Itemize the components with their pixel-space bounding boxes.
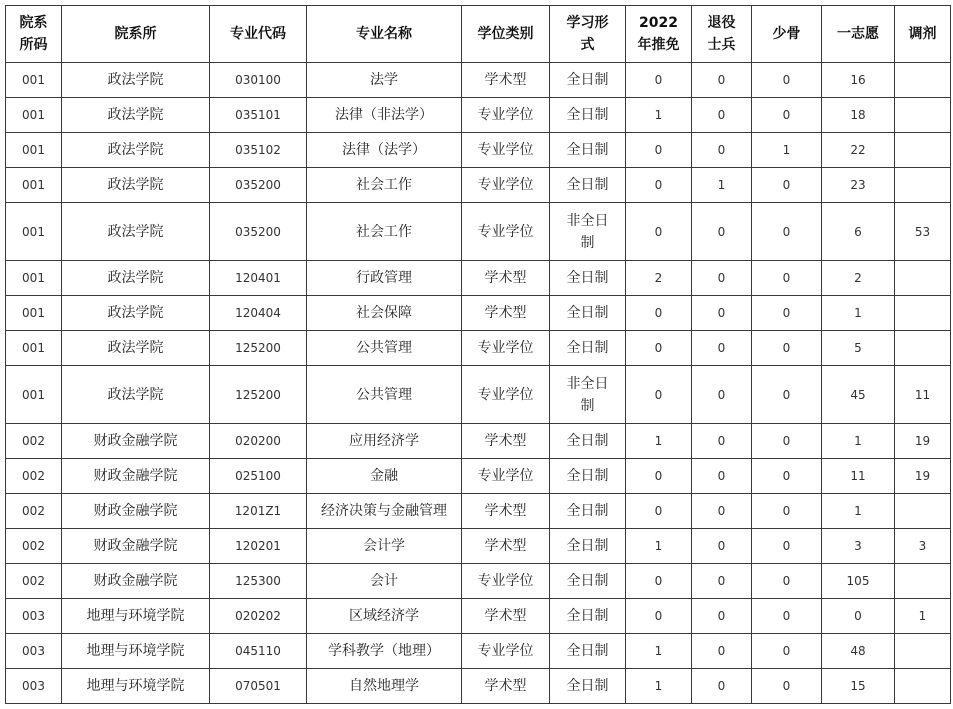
cell-degree-type: 学术型 [462, 63, 550, 98]
cell-major-code: 045110 [210, 634, 307, 669]
cell-recommended: 0 [626, 459, 692, 494]
cell-adjust [895, 296, 951, 331]
header-major-name: 专业名称 [307, 6, 462, 63]
cell-backbone: 0 [752, 669, 822, 704]
table-row [6, 459, 951, 494]
cell-major-name: 社会保障 [307, 296, 462, 331]
cell-study-mode: 全日制 [550, 494, 626, 529]
header-major-code: 专业代码 [210, 6, 307, 63]
cell-veterans: 0 [692, 296, 752, 331]
cell-backbone: 0 [752, 494, 822, 529]
table-row [6, 564, 951, 599]
cell-major-name: 公共管理 [307, 366, 462, 424]
cell-first-choice: 11 [822, 459, 895, 494]
cell-degree-type: 专业学位 [462, 366, 550, 424]
cell-study-mode: 全日制 [550, 459, 626, 494]
cell-veterans: 0 [692, 203, 752, 261]
cell-dept-code: 003 [6, 669, 62, 704]
cell-adjust [895, 98, 951, 133]
cell-first-choice: 1 [822, 494, 895, 529]
cell-adjust: 3 [895, 529, 951, 564]
cell-recommended: 0 [626, 494, 692, 529]
cell-dept-code: 002 [6, 529, 62, 564]
cell-study-mode: 全日制 [550, 63, 626, 98]
cell-dept: 政法学院 [62, 203, 210, 261]
header-backbone: 少骨 [752, 6, 822, 63]
cell-veterans: 1 [692, 168, 752, 203]
cell-study-mode: 全日制 [550, 296, 626, 331]
study-mode-text: 非全日制 [566, 375, 609, 414]
cell-dept: 政法学院 [62, 168, 210, 203]
table-row [6, 669, 951, 704]
header-adjust: 调剂 [895, 6, 951, 63]
cell-major-code: 035200 [210, 168, 307, 203]
table-row [6, 529, 951, 564]
cell-study-mode [550, 203, 626, 261]
header-recommended: 2022年推免 [626, 6, 692, 63]
cell-adjust [895, 331, 951, 366]
cell-backbone: 0 [752, 168, 822, 203]
cell-recommended: 0 [626, 599, 692, 634]
header-dept-code: 院系所码 [6, 6, 62, 63]
cell-major-name: 会计学 [307, 529, 462, 564]
cell-veterans: 0 [692, 564, 752, 599]
cell-first-choice: 22 [822, 133, 895, 168]
cell-first-choice: 105 [822, 564, 895, 599]
table-row [6, 63, 951, 98]
cell-backbone: 0 [752, 98, 822, 133]
cell-dept-code: 001 [6, 331, 62, 366]
cell-backbone: 0 [752, 634, 822, 669]
cell-major-code: 035200 [210, 203, 307, 261]
cell-dept-code: 001 [6, 63, 62, 98]
cell-major-code: 1201Z1 [210, 494, 307, 529]
cell-first-choice: 1 [822, 296, 895, 331]
cell-adjust [895, 133, 951, 168]
cell-major-code: 120404 [210, 296, 307, 331]
cell-major-name: 会计 [307, 564, 462, 599]
table-row [6, 599, 951, 634]
cell-recommended: 1 [626, 424, 692, 459]
cell-degree-type: 专业学位 [462, 459, 550, 494]
cell-study-mode: 全日制 [550, 168, 626, 203]
cell-veterans: 0 [692, 98, 752, 133]
table-row [6, 133, 951, 168]
cell-first-choice: 18 [822, 98, 895, 133]
cell-study-mode: 全日制 [550, 261, 626, 296]
cell-degree-type: 学术型 [462, 599, 550, 634]
cell-dept-code: 001 [6, 203, 62, 261]
admissions-table [5, 5, 951, 704]
cell-recommended: 1 [626, 529, 692, 564]
cell-adjust: 53 [895, 203, 951, 261]
cell-veterans: 0 [692, 634, 752, 669]
table-row [6, 424, 951, 459]
cell-study-mode [550, 366, 626, 424]
cell-first-choice: 45 [822, 366, 895, 424]
cell-veterans: 0 [692, 261, 752, 296]
cell-recommended: 1 [626, 634, 692, 669]
cell-degree-type: 专业学位 [462, 168, 550, 203]
cell-adjust: 1 [895, 599, 951, 634]
cell-backbone: 1 [752, 133, 822, 168]
cell-dept: 地理与环境学院 [62, 669, 210, 704]
cell-adjust [895, 168, 951, 203]
cell-veterans: 0 [692, 669, 752, 704]
cell-veterans: 0 [692, 63, 752, 98]
cell-backbone: 0 [752, 529, 822, 564]
cell-dept: 财政金融学院 [62, 459, 210, 494]
cell-adjust [895, 669, 951, 704]
cell-dept-code: 003 [6, 634, 62, 669]
cell-veterans: 0 [692, 331, 752, 366]
cell-degree-type: 学术型 [462, 669, 550, 704]
cell-dept-code: 001 [6, 133, 62, 168]
cell-adjust [895, 564, 951, 599]
cell-dept-code: 002 [6, 424, 62, 459]
cell-recommended: 0 [626, 366, 692, 424]
cell-major-code: 070501 [210, 669, 307, 704]
table-body [6, 63, 951, 704]
cell-major-code: 025100 [210, 459, 307, 494]
cell-adjust [895, 494, 951, 529]
cell-degree-type: 学术型 [462, 424, 550, 459]
cell-veterans: 0 [692, 133, 752, 168]
cell-dept: 财政金融学院 [62, 494, 210, 529]
cell-first-choice: 2 [822, 261, 895, 296]
table-row [6, 331, 951, 366]
cell-major-name: 社会工作 [307, 203, 462, 261]
cell-adjust: 19 [895, 424, 951, 459]
cell-backbone: 0 [752, 296, 822, 331]
cell-first-choice: 48 [822, 634, 895, 669]
cell-dept: 政法学院 [62, 98, 210, 133]
cell-major-code: 125200 [210, 366, 307, 424]
cell-dept: 地理与环境学院 [62, 634, 210, 669]
header-row [6, 6, 951, 63]
cell-dept-code: 002 [6, 459, 62, 494]
study-mode-text: 非全日制 [566, 212, 609, 251]
cell-dept: 地理与环境学院 [62, 599, 210, 634]
cell-recommended: 2 [626, 261, 692, 296]
cell-major-name: 区域经济学 [307, 599, 462, 634]
cell-degree-type: 学术型 [462, 529, 550, 564]
cell-veterans: 0 [692, 424, 752, 459]
cell-recommended: 0 [626, 203, 692, 261]
cell-first-choice: 1 [822, 424, 895, 459]
cell-recommended: 1 [626, 98, 692, 133]
cell-degree-type: 专业学位 [462, 634, 550, 669]
cell-dept-code: 001 [6, 98, 62, 133]
cell-major-name: 自然地理学 [307, 669, 462, 704]
cell-degree-type: 专业学位 [462, 98, 550, 133]
table-row [6, 634, 951, 669]
cell-degree-type: 专业学位 [462, 203, 550, 261]
cell-major-code: 120401 [210, 261, 307, 296]
cell-degree-type: 专业学位 [462, 331, 550, 366]
cell-major-name: 经济决策与金融管理 [307, 494, 462, 529]
header-study-mode: 学习形式 [550, 6, 626, 63]
table-row [6, 203, 951, 261]
cell-study-mode: 全日制 [550, 669, 626, 704]
cell-dept: 政法学院 [62, 261, 210, 296]
cell-major-name: 行政管理 [307, 261, 462, 296]
cell-major-code: 030100 [210, 63, 307, 98]
cell-dept-code: 001 [6, 296, 62, 331]
cell-study-mode: 全日制 [550, 424, 626, 459]
cell-study-mode: 全日制 [550, 133, 626, 168]
table-row [6, 296, 951, 331]
cell-recommended: 1 [626, 669, 692, 704]
cell-adjust: 19 [895, 459, 951, 494]
header-first-choice: 一志愿 [822, 6, 895, 63]
cell-backbone: 0 [752, 366, 822, 424]
cell-veterans: 0 [692, 529, 752, 564]
cell-dept-code: 002 [6, 494, 62, 529]
cell-first-choice: 23 [822, 168, 895, 203]
cell-dept: 财政金融学院 [62, 529, 210, 564]
cell-backbone: 0 [752, 599, 822, 634]
cell-first-choice: 0 [822, 599, 895, 634]
cell-major-name: 公共管理 [307, 331, 462, 366]
cell-dept-code: 001 [6, 366, 62, 424]
cell-dept: 财政金融学院 [62, 564, 210, 599]
cell-first-choice: 16 [822, 63, 895, 98]
cell-major-name: 社会工作 [307, 168, 462, 203]
cell-major-code: 125200 [210, 331, 307, 366]
cell-backbone: 0 [752, 63, 822, 98]
cell-study-mode: 全日制 [550, 98, 626, 133]
cell-dept-code: 002 [6, 564, 62, 599]
table-row [6, 366, 951, 424]
cell-dept-code: 001 [6, 261, 62, 296]
cell-study-mode: 全日制 [550, 634, 626, 669]
cell-adjust [895, 261, 951, 296]
table-row [6, 494, 951, 529]
cell-major-name: 金融 [307, 459, 462, 494]
cell-degree-type: 学术型 [462, 261, 550, 296]
cell-dept: 政法学院 [62, 366, 210, 424]
cell-recommended: 0 [626, 331, 692, 366]
cell-adjust: 11 [895, 366, 951, 424]
cell-backbone: 0 [752, 564, 822, 599]
cell-major-code: 020200 [210, 424, 307, 459]
cell-major-name: 法律（法学） [307, 133, 462, 168]
cell-major-code: 035102 [210, 133, 307, 168]
cell-veterans: 0 [692, 459, 752, 494]
table-row [6, 98, 951, 133]
cell-study-mode: 全日制 [550, 564, 626, 599]
cell-dept-code: 003 [6, 599, 62, 634]
cell-degree-type: 专业学位 [462, 133, 550, 168]
cell-backbone: 0 [752, 203, 822, 261]
cell-dept: 政法学院 [62, 331, 210, 366]
cell-major-code: 125300 [210, 564, 307, 599]
cell-major-name: 学科教学（地理） [307, 634, 462, 669]
cell-dept: 财政金融学院 [62, 424, 210, 459]
table-row [6, 168, 951, 203]
cell-veterans: 0 [692, 494, 752, 529]
cell-backbone: 0 [752, 459, 822, 494]
cell-major-code: 120201 [210, 529, 307, 564]
cell-recommended: 0 [626, 133, 692, 168]
cell-dept: 政法学院 [62, 63, 210, 98]
cell-major-code: 020202 [210, 599, 307, 634]
cell-recommended: 0 [626, 63, 692, 98]
cell-recommended: 0 [626, 564, 692, 599]
header-dept: 院系所 [62, 6, 210, 63]
cell-dept-code: 001 [6, 168, 62, 203]
cell-backbone: 0 [752, 261, 822, 296]
cell-first-choice: 15 [822, 669, 895, 704]
cell-backbone: 0 [752, 331, 822, 366]
cell-degree-type: 学术型 [462, 296, 550, 331]
header-veterans: 退役士兵 [692, 6, 752, 63]
cell-major-name: 法律（非法学） [307, 98, 462, 133]
cell-first-choice: 6 [822, 203, 895, 261]
cell-backbone: 0 [752, 424, 822, 459]
cell-adjust [895, 63, 951, 98]
cell-study-mode: 全日制 [550, 331, 626, 366]
cell-study-mode: 全日制 [550, 599, 626, 634]
cell-degree-type: 专业学位 [462, 564, 550, 599]
cell-degree-type: 学术型 [462, 494, 550, 529]
cell-first-choice: 3 [822, 529, 895, 564]
cell-major-name: 应用经济学 [307, 424, 462, 459]
cell-major-code: 035101 [210, 98, 307, 133]
cell-major-name: 法学 [307, 63, 462, 98]
cell-recommended: 0 [626, 296, 692, 331]
cell-study-mode: 全日制 [550, 529, 626, 564]
cell-recommended: 0 [626, 168, 692, 203]
table-row [6, 261, 951, 296]
cell-dept: 政法学院 [62, 133, 210, 168]
header-degree-type: 学位类别 [462, 6, 550, 63]
cell-adjust [895, 634, 951, 669]
cell-veterans: 0 [692, 366, 752, 424]
cell-dept: 政法学院 [62, 296, 210, 331]
cell-veterans: 0 [692, 599, 752, 634]
cell-first-choice: 5 [822, 331, 895, 366]
